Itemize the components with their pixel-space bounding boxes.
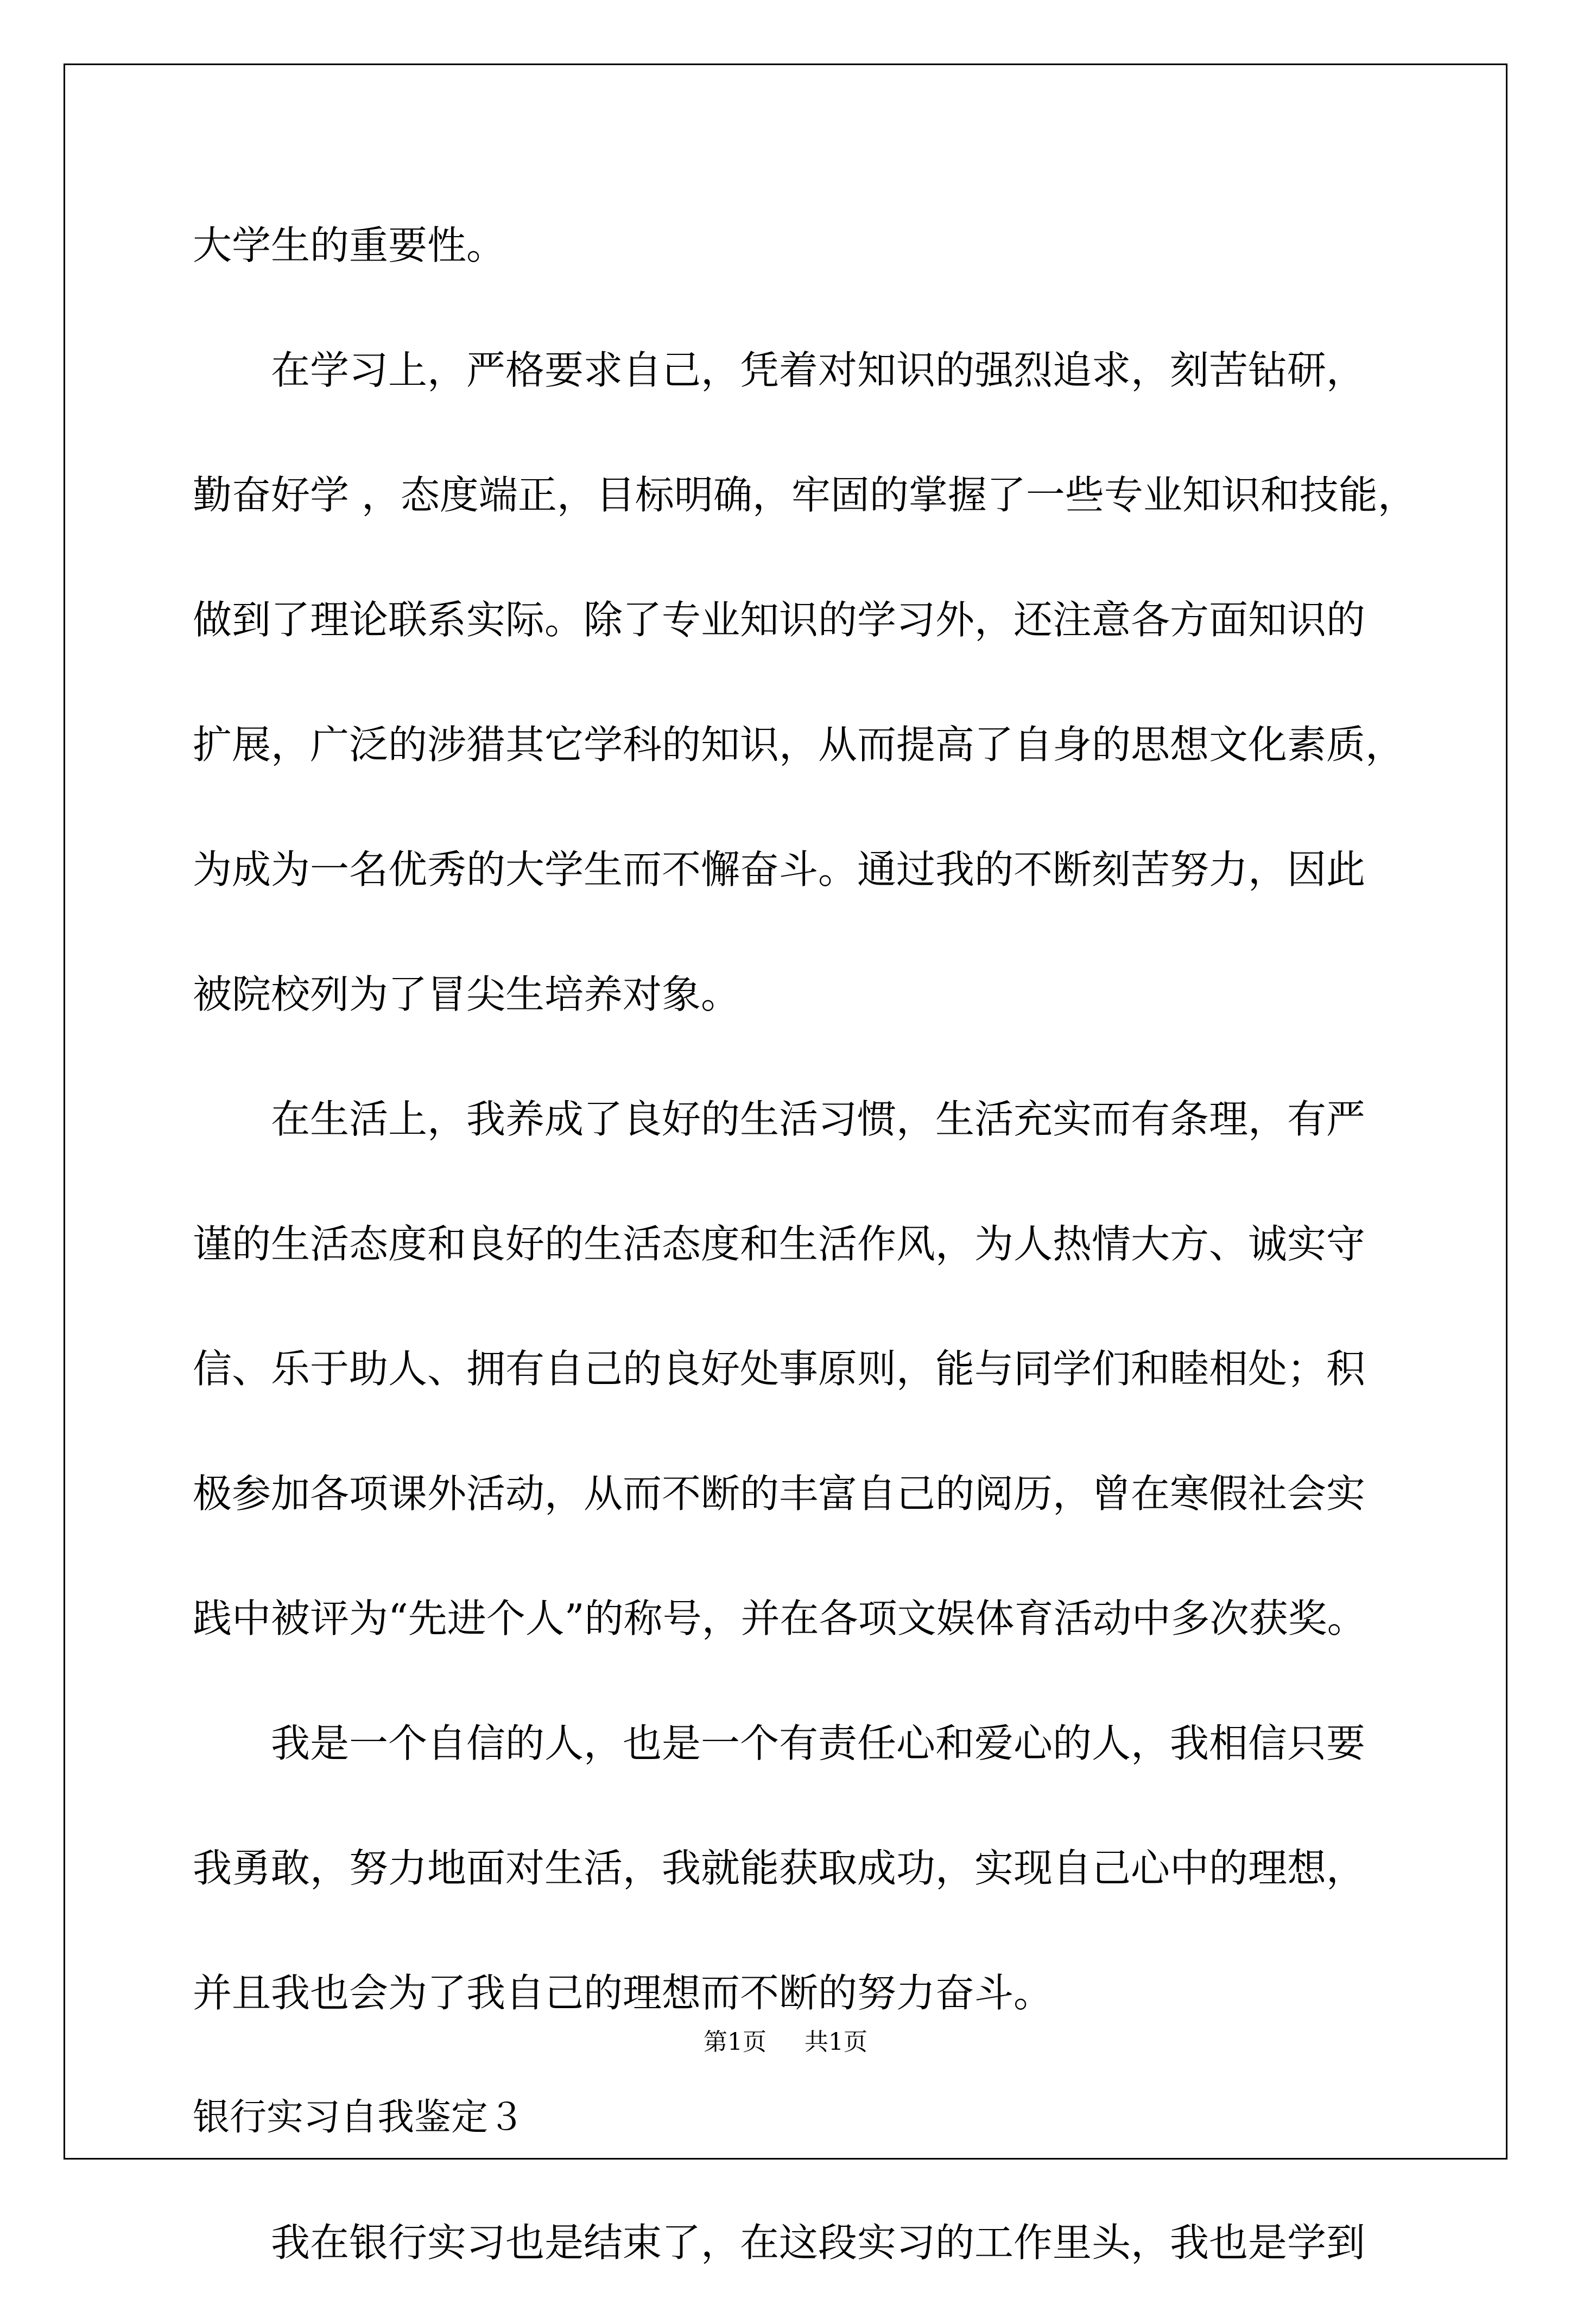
text-line: 极参加各项课外活动，从而不断的丰富自己的阅历，曾在寒假社会实 [193,1471,1366,1516]
paragraph-line: 我是一个自信的人，也是一个有责任心和爱心的人，我相信只要 [271,1720,1366,1766]
text-line: 勤奋好学 ，态度端正，目标明确，牢固的掌握了一些专业知识和技能， [193,472,1417,518]
section-heading: 银行实习自我鉴定３ [193,2096,525,2139]
page-footer [0,2022,1571,2057]
text-line: 为成为一名优秀的大学生而不懈奋斗。通过我的不断刻苦努力，因此 [193,847,1366,892]
page-number: 第1页 [704,2028,767,2056]
paragraph-line: 在生活上，我养成了良好的生活习惯，生活充实而有条理，有严 [271,1096,1366,1142]
paragraph-line: 我在银行实习也是结束了，在这段实习的工作里头，我也是学到 [271,2220,1366,2265]
text-line: 大学生的重要性。 [193,223,506,268]
text-line: 扩展，广泛的涉猎其它学科的知识，从而提高了自身的思想文化素质， [193,722,1405,767]
total-pages: 共1页 [804,2028,867,2056]
text-line: 践中被评为“先进个人”的称号，并在各项文娱体育活动中多次获奖。 [193,1596,1366,1641]
paragraph-line: 在学习上，严格要求自己，凭着对知识的强烈追求，刻苦钻研， [271,347,1366,393]
text-line: 做到了理论联系实际。除了专业知识的学习外，还注意各方面知识的 [193,597,1366,643]
text-line: 被院校列为了冒尖生培养对象。 [193,971,740,1017]
text-line: 谨的生活态度和良好的生活态度和生活作风，为人热情大方、诚实守 [193,1221,1366,1267]
text-line: 信、乐于助人、拥有自己的良好处事原则，能与同学们和睦相处；积 [193,1346,1366,1392]
document-body [193,202,1417,2324]
text-line: 我勇敢，努力地面对生活，我就能获取成功，实现自己心中的理想， [193,1845,1366,1891]
text-line: 并且我也会为了我自己的理想而不断的努力奋斗。 [193,1970,1053,2016]
